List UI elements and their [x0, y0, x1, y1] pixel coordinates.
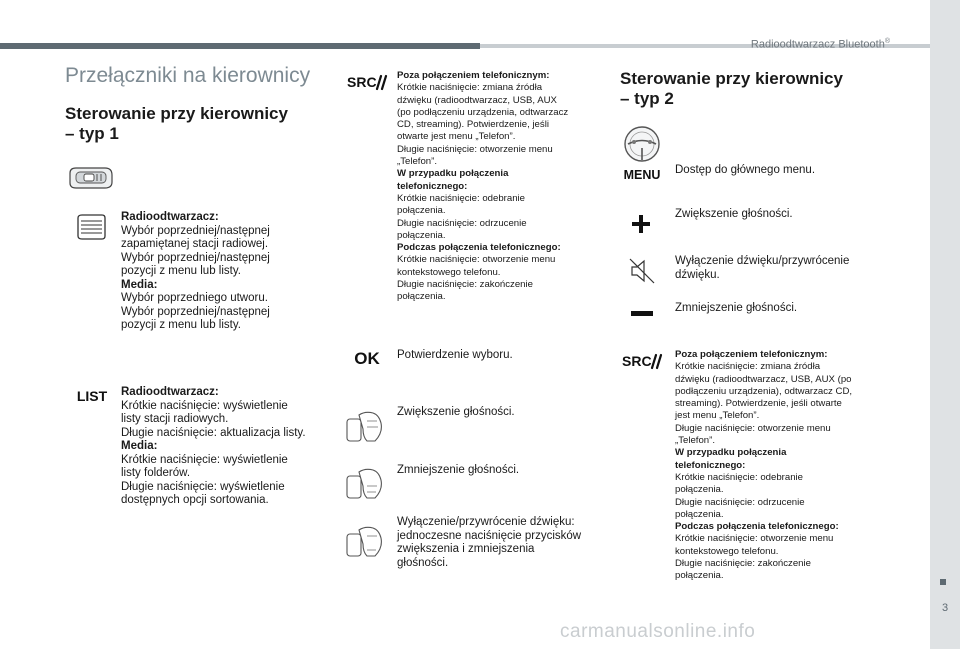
control-vol-down-icon [345, 466, 385, 502]
col1-entry2 [121, 386, 331, 508]
col2-src-line: kontekstowego telefonu. [397, 266, 501, 278]
col1-entry2-line: listy folderów. [121, 467, 191, 479]
col1-heading-line1: Sterowanie przy kierownicy [65, 104, 288, 123]
control-mute-icon [345, 524, 385, 560]
col1-entry1-line: Wybór poprzedniej/następnej [121, 224, 270, 237]
col3-src-line: Podczas połączenia telefonicznego: [675, 521, 839, 533]
col3-src-line: Poza połączeniem telefonicznym: [675, 349, 828, 360]
col1-entry1-line: pozycji z menu lub listy. [121, 265, 241, 277]
col2-src-line: Krótkie naciśnięcie: zmiana źródła [397, 82, 543, 94]
plus-desc: Zwiększenie głośności. [675, 208, 793, 220]
col3-src-line: Krótkie naciśnięcie: odebranie [675, 471, 803, 483]
col1-entry1-line: Radioodtwarzacz: [121, 211, 219, 223]
col2-src-line: Długie naciśnięcie: otworzenie menu [397, 143, 553, 155]
col2-src-line: otwarte jest menu „Telefon”. [397, 131, 516, 143]
col1-heading [65, 104, 335, 144]
vol-up-desc-col2: Zwiększenie głośności. [397, 406, 515, 418]
col2-src-line: telefonicznego: [397, 180, 468, 192]
col3-src-line: W przypadku połączenia [675, 447, 787, 459]
control-vol-up-icon [345, 409, 385, 445]
col2-src-line: połączenia. [397, 205, 446, 217]
list-label: LIST [76, 388, 108, 404]
col2-src-line: „Telefon”. [397, 156, 437, 168]
col2-src-line: Krótkie naciśnięcie: odebranie [397, 192, 525, 204]
col1-entry2-line: Krótkie naciśnięcie: wyświetlenie [121, 453, 288, 466]
col2-src-line: Długie naciśnięcie: zakończenie [397, 279, 533, 291]
col2-src-line: Poza połączeniem telefonicznym: [397, 70, 550, 81]
col3-src-line: „Telefon”. [675, 435, 715, 447]
col1-entry1-line: zapamiętanej stacji radiowej. [121, 238, 269, 250]
col2-src-line: Podczas połączenia telefonicznego: [397, 242, 561, 254]
mute-desc-col2: Wyłączenie/przywrócenie dźwięku: jednoczesne naciśnięcie przycisków zwiększenia i zmniejszenia głośności. [397, 516, 582, 569]
minus-desc: Zmniejszenie głośności. [675, 302, 798, 314]
col2-src-line: (po podłączeniu urządzenia, odtwarzacz [397, 106, 569, 118]
col1-entry1-line: Media: [121, 278, 158, 291]
steering-wheel-type2-icon [620, 124, 664, 164]
col3-src-line: Krótkie naciśnięcie: otworzenie menu [675, 533, 834, 545]
col1-heading-line2: – typ 1 [65, 124, 119, 143]
src-label-col2: SRC [347, 74, 377, 90]
vol-down-desc-col2: Zmniejszenie głośności. [397, 464, 520, 476]
col3-src-line: kontekstowego telefonu. [675, 545, 779, 557]
src-phone-icon-col3 [622, 352, 664, 370]
page-number: 3 [941, 602, 949, 614]
col3-heading [620, 69, 910, 109]
col1-entry2-line: Krótkie naciśnięcie: wyświetlenie [121, 399, 288, 412]
header-title: Radioodtwarzacz Bluetooth® [750, 38, 890, 51]
col3-src-desc [675, 349, 885, 583]
page-sidebar [930, 0, 960, 649]
col1-entry1 [121, 211, 331, 333]
col3-src-line: Długie naciśnięcie: otworzenie menu [675, 422, 831, 434]
plus-icon [631, 214, 651, 234]
mute-speaker-icon [628, 257, 656, 285]
ok-label: OK [354, 349, 380, 368]
col1-entry2-line: listy stacji radiowych. [121, 413, 229, 425]
col3-src-line: dźwięku (radioodtwarzacz, USB, AUX (po [675, 373, 852, 385]
steering-stalk-type1-icon [67, 165, 115, 191]
col3-heading-line2: – typ 2 [620, 89, 674, 108]
col2-src-line: Długie naciśnięcie: odrzucenie [397, 217, 527, 229]
col3-src-line: Krótkie naciśnięcie: zmiana źródła [675, 361, 821, 373]
minus-icon [631, 311, 653, 317]
col3-src-line: streaming). Potwierdzenie, jeśli otwarte [675, 398, 842, 410]
col3-src-line: jest menu „Telefon”. [675, 410, 760, 422]
section-title: Przełączniki na kierownicy [65, 64, 311, 87]
src-label-col3: SRC [622, 353, 652, 369]
scroll-wheel-icon [76, 214, 106, 240]
footer-watermark: carmanualsonline.info [560, 621, 756, 642]
col1-entry2-line: Długie naciśnięcie: aktualizacja listy. [121, 426, 306, 439]
col1-entry2-line: Radioodtwarzacz: [121, 386, 219, 398]
col2-src-line: W przypadku połączenia [397, 168, 509, 180]
header-bar [0, 43, 480, 49]
col3-src-line: telefonicznego: [675, 459, 746, 471]
col1-entry2-line: Długie naciśnięcie: wyświetlenie [121, 480, 285, 493]
col2-src-line: połączenia. [397, 291, 446, 303]
col2-src-line: połączenia. [397, 229, 446, 241]
col3-src-line: połączenia. [675, 570, 724, 582]
col2-src-desc [397, 70, 597, 304]
page-marker [940, 579, 946, 585]
col3-src-line: połączenia. [675, 484, 724, 496]
col2-src-line: dźwięku (radioodtwarzacz, USB, AUX [397, 94, 557, 106]
col1-entry2-line: Media: [121, 440, 158, 452]
col1-entry1-line: Wybór poprzedniej/następnej [121, 251, 270, 264]
col1-entry2-line: dostępnych opcji sortowania. [121, 494, 269, 506]
menu-desc: Dostęp do głównego menu. [675, 164, 816, 176]
col3-src-line: Długie naciśnięcie: zakończenie [675, 558, 811, 570]
col3-heading-line1: Sterowanie przy kierownicy [620, 69, 843, 88]
ok-desc: Potwierdzenie wyboru. [397, 349, 513, 361]
col1-entry1-line: Wybór poprzedniej/następnej [121, 305, 270, 318]
col3-src-line: połączenia. [675, 508, 724, 520]
col1-entry1-line: pozycji z menu lub listy. [121, 319, 241, 331]
col2-src-line: CD, streaming). Potwierdzenie, jeśli [397, 119, 549, 131]
col1-entry1-line: Wybór poprzedniego utworu. [121, 292, 268, 304]
menu-label: MENU [623, 168, 661, 182]
src-phone-icon-col2 [347, 73, 389, 91]
col3-src-line: podłączeniu urządzenia), odtwarzacz CD, [675, 385, 853, 397]
mute-desc-col3: Wyłączenie dźwięku/przywrócenie dźwięku. [675, 255, 850, 281]
col3-src-line: Długie naciśnięcie: odrzucenie [675, 496, 805, 508]
col2-src-line: Krótkie naciśnięcie: otworzenie menu [397, 254, 556, 266]
